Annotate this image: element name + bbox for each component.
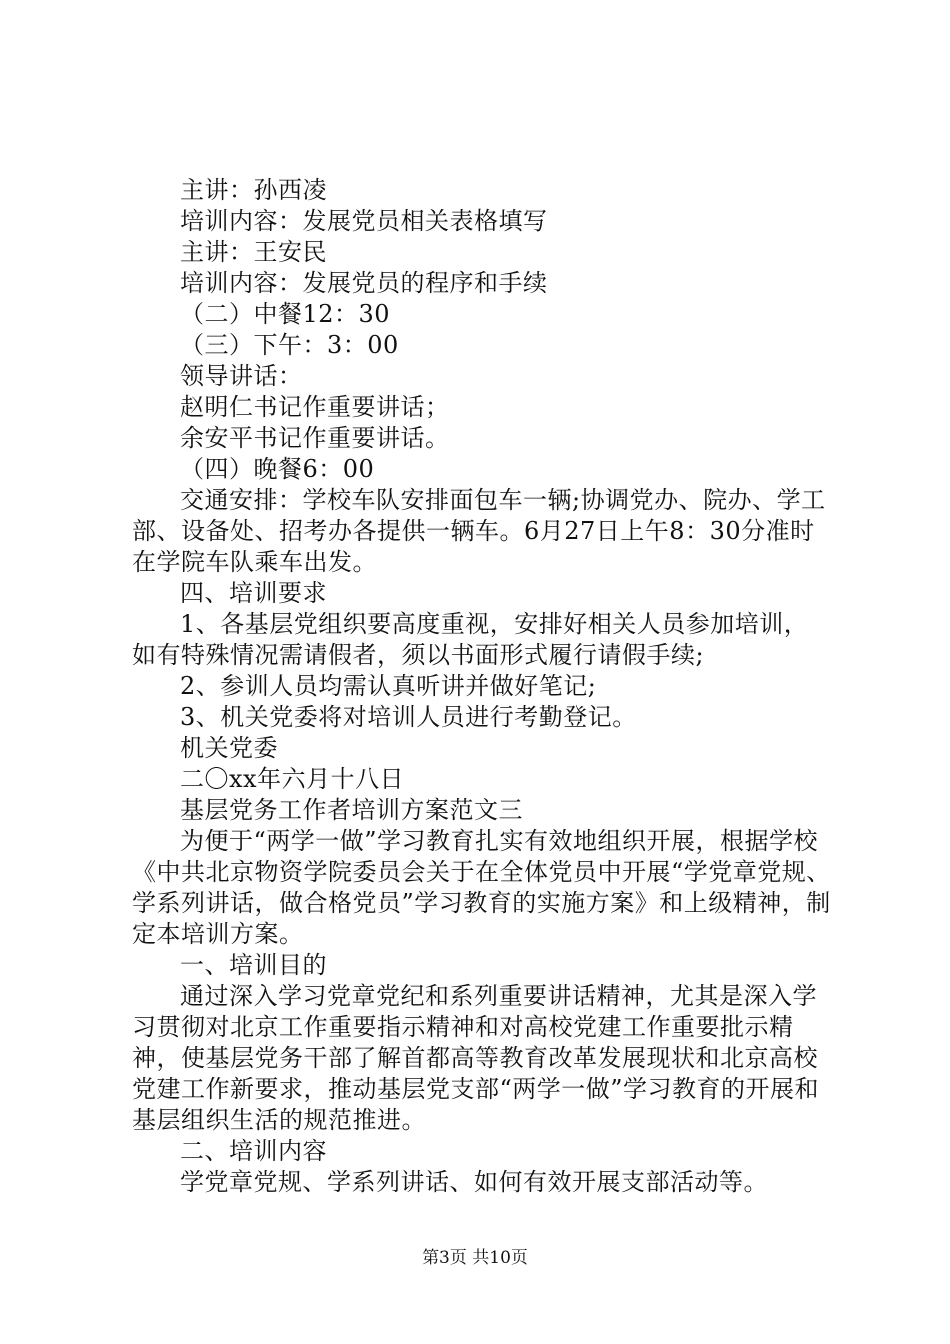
paragraph-content: 学党章党规、学系列讲话、如何有效开展支部活动等。 [180,1168,768,1196]
paragraph-requirement-2: 2、参训人员均需认真听讲并做好笔记; [180,672,597,700]
heading-training-content: 二、培训内容 [180,1137,327,1165]
paragraph-lunch: （二）中餐12：30 [180,300,391,328]
page-number-footer: 第3页 共10页 [422,1248,528,1268]
paragraph-speaker-1: 主讲：孙西凌 [180,176,327,204]
paragraph-transport: 交通安排：学校车队安排面包车一辆;协调党办、院办、学工部、设备处、招考办各提供一辆车。6月27日上午8：30分准时在学院车队乘车出发。 [132,486,826,576]
paragraph-requirement-3: 3、机关党委将对培训人员进行考勤登记。 [180,703,637,731]
paragraph-speech-1: 赵明仁书记作重要讲话； [180,393,450,421]
paragraph-signature-org: 机关党委 [180,734,278,762]
heading-training-purpose: 一、培训目的 [180,951,327,979]
paragraph-leader-speech: 领导讲话： [180,362,303,390]
paragraph-training-content-1: 培训内容：发展党员相关表格填写 [180,207,548,235]
paragraph-signature-date: 二〇xx年六月十八日 [180,765,405,793]
heading-sample-three: 基层党务工作者培训方案范文三 [180,796,523,824]
paragraph-training-content-2: 培训内容：发展党员的程序和手续 [180,269,548,297]
paragraph-intro: 为便于“两学一做”学习教育扎实有效地组织开展，根据学校《中共北京物资学院委员会关于在全体党员中开展“学党章党规、学系列讲话，做合格党员”学习教育的实施方案》和上级精神，制定本培训方案。 [132,827,831,948]
paragraph-purpose: 通过深入学习党章党纪和系列重要讲话精神，尤其是深入学习贯彻对北京工作重要指示精神和对高校党建工作重要批示精神，使基层党务干部了解首都高等教育改革发展现状和北京高校党建工作新要求，推动基层党支部“两学一做”学习教育的开展和基层组织生活的规范推进。 [132,982,820,1134]
paragraph-afternoon: （三）下午：3：00 [180,331,399,359]
paragraph-requirement-1: 1、各基层党组织要高度重视，安排好相关人员参加培训，如有特殊情况需请假者，须以书面形式履行请假手续; [132,610,809,669]
paragraph-dinner: （四）晚餐6：00 [180,455,375,483]
heading-training-requirements: 四、培训要求 [180,579,327,607]
paragraph-speech-2: 余安平书记作重要讲话。 [180,424,450,452]
paragraph-speaker-2: 主讲：王安民 [180,238,327,266]
document-body [132,175,832,1198]
